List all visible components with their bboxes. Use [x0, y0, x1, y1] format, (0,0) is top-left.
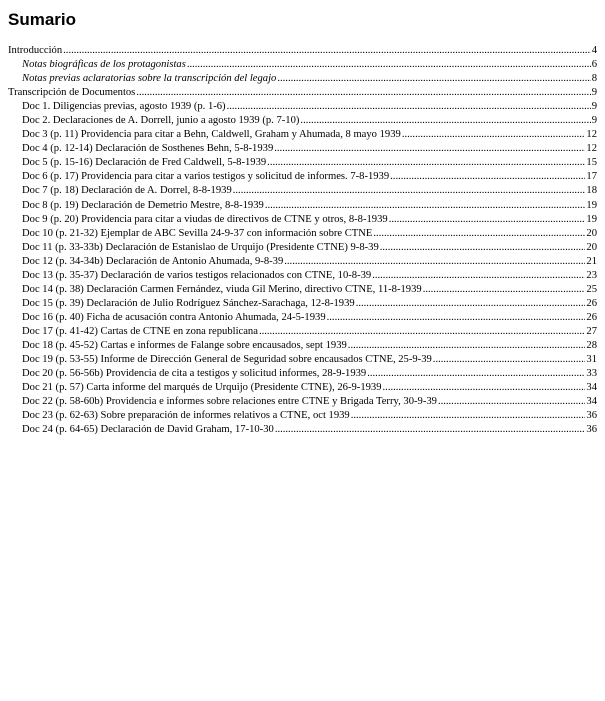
dot-leader: [259, 325, 585, 339]
dot-leader: [136, 86, 590, 100]
toc-entry[interactable]: [8, 353, 597, 367]
toc-entry[interactable]: [8, 213, 597, 227]
toc-page-number: 9: [591, 101, 597, 113]
toc-entry-title: Doc 2. Declaraciones de A. Dorrell, junio a agosto 1939 (p. 7-10): [22, 115, 300, 127]
dot-leader: [277, 72, 590, 86]
dot-leader: [348, 339, 586, 353]
toc-page-number: 26: [586, 297, 597, 309]
toc-entry-title: Doc 9 (p. 20) Providencia para citar a viudas de directivos de CTNE y otros, 8-8-1939: [22, 213, 388, 225]
dot-leader: [187, 58, 591, 72]
toc-entry[interactable]: [8, 241, 597, 255]
toc-entry[interactable]: [8, 423, 597, 437]
dot-leader: [284, 255, 585, 269]
dot-leader: [389, 213, 586, 227]
toc-page-number: 34: [586, 382, 597, 394]
toc-entry-title: Doc 24 (p. 64-65) Declaración de David Graham, 17-10-30: [22, 424, 274, 436]
toc-page-number: 12: [586, 129, 597, 141]
toc-page-number: 36: [586, 410, 597, 422]
toc-page-number: 34: [586, 396, 597, 408]
toc-entry[interactable]: [8, 156, 597, 170]
toc-entry-title: Transcripción de Documentos: [8, 87, 136, 99]
toc-entry-title: Doc 22 (p. 58-60b) Providencia e informes sobre relaciones entre CTNE y Brigada Terry, 30-9-39: [22, 396, 437, 408]
toc-entry-title: Notas previas aclaratorias sobre la transcripción del legajo: [22, 73, 277, 85]
toc-entry-title: Doc 18 (p. 45-52) Cartas e informes de Falange sobre encausados, sept 1939: [22, 339, 347, 351]
toc-entry[interactable]: [8, 142, 597, 156]
toc-entry[interactable]: [8, 283, 597, 297]
toc-entry-title: Doc 6 (p. 17) Providencia para citar a varios testigos y solicitud de informes. 7-8-1939: [22, 171, 390, 183]
toc-entry-title: Doc 1. Diligencias previas, agosto 1939 (p. 1-6): [22, 101, 226, 113]
toc-page-number: 23: [586, 269, 597, 281]
toc-page-number: 15: [586, 157, 597, 169]
dot-leader: [267, 156, 585, 170]
toc-page-number: 36: [586, 424, 597, 436]
toc-entry-title: Doc 5 (p. 15-16) Declaración de Fred Caldwell, 5-8-1939: [22, 157, 267, 169]
toc-entry[interactable]: [8, 199, 597, 213]
page-title: Sumario: [8, 10, 77, 29]
toc-entry[interactable]: [8, 114, 597, 128]
dot-leader: [227, 100, 591, 114]
toc-entry[interactable]: [8, 325, 597, 339]
toc-entry-title: Doc 11 (p. 33-33b) Declaración de Estanislao de Urquijo (Presidente CTNE) 9-8-39: [22, 241, 379, 253]
toc-page-number: 20: [586, 241, 597, 253]
dot-leader: [265, 199, 586, 213]
toc-page-number: 25: [586, 283, 597, 295]
toc-page-number: 18: [586, 185, 597, 197]
dot-leader: [327, 311, 586, 325]
toc-entry[interactable]: [8, 381, 597, 395]
toc-entry-title: Doc 23 (p. 62-63) Sobre preparación de informes relativos a CTNE, oct 1939: [22, 410, 350, 422]
dot-leader: [423, 283, 586, 297]
dot-leader: [380, 241, 586, 255]
toc-entry[interactable]: [8, 367, 597, 381]
toc-page-number: 9: [591, 115, 597, 127]
dot-leader: [373, 227, 585, 241]
toc-entry[interactable]: [8, 128, 597, 142]
toc-page-number: 8: [591, 73, 597, 85]
toc-page-number: 20: [586, 227, 597, 239]
dot-leader: [402, 128, 586, 142]
dot-leader: [383, 381, 586, 395]
toc-entry-title: Doc 3 (p. 11) Providencia para citar a Behn, Caldwell, Graham y Ahumada, 8 mayo 1939: [22, 129, 401, 141]
toc-page-number: 27: [586, 325, 597, 337]
toc-page-number: 33: [586, 368, 597, 380]
toc-page-number: 6: [591, 59, 597, 71]
toc-entry-title: Notas biográficas de los protagonistas: [22, 59, 186, 71]
toc-entry-title: Doc 4 (p. 12-14) Declaración de Sosthenes Behn, 5-8-1939: [22, 143, 274, 155]
toc-entry-title: Doc 20 (p. 56-56b) Providencia de cita a testigos y solicitud informes, 28-9-1939: [22, 368, 367, 380]
dot-leader: [438, 395, 585, 409]
toc-page-number: 28: [586, 339, 597, 351]
toc-entry-title: Doc 10 (p. 21-32) Ejemplar de ABC Sevilla 24-9-37 con información sobre CTNE: [22, 227, 373, 239]
dot-leader: [300, 114, 590, 128]
toc-entry[interactable]: [8, 409, 597, 423]
toc-page-number: 19: [586, 213, 597, 225]
toc-entry[interactable]: [8, 86, 597, 100]
toc-entry-title: Doc 13 (p. 35-37) Declaración de varios testigos relacionados con CTNE, 10-8-39: [22, 269, 372, 281]
dot-leader: [367, 367, 585, 381]
toc-entry[interactable]: [8, 58, 597, 72]
dot-leader: [351, 409, 586, 423]
toc-entry-title: Doc 8 (p. 19) Declaración de Demetrio Mestre, 8-8-1939: [22, 199, 264, 211]
toc-entry[interactable]: [8, 311, 597, 325]
toc-entry-title: Doc 16 (p. 40) Ficha de acusación contra Antonio Ahumada, 24-5-1939: [22, 311, 326, 323]
toc-entry[interactable]: [8, 227, 597, 241]
toc-page-number: 31: [586, 354, 597, 366]
dot-leader: [433, 353, 586, 367]
toc-entry-title: Doc 17 (p. 41-42) Cartas de CTNE en zona republicana: [22, 325, 258, 337]
toc-entry-title: Doc 19 (p. 53-55) Informe de Dirección General de Seguridad sobre encausados CTNE, 25-9-39: [22, 354, 432, 366]
toc-page-number: 4: [591, 45, 597, 56]
dot-leader: [390, 170, 585, 184]
dot-leader: [275, 423, 586, 437]
toc-entry[interactable]: [8, 72, 597, 86]
toc-entry[interactable]: [8, 100, 597, 114]
dot-leader: [372, 269, 585, 283]
toc-entry-title: Doc 21 (p. 57) Carta informe del marqués de Urquijo (Presidente CTNE), 26-9-1939: [22, 382, 382, 394]
toc-entry[interactable]: [8, 44, 597, 58]
toc-entry-title: Doc 7 (p. 18) Declaración de A. Dorrel, 8-8-1939: [22, 185, 232, 197]
toc-page-number: 9: [591, 87, 597, 99]
toc-entry-title: Doc 12 (p. 34-34b) Declaración de Antonio Ahumada, 9-8-39: [22, 255, 284, 267]
toc-entry[interactable]: [8, 184, 597, 198]
toc-entry[interactable]: [8, 269, 597, 283]
dot-leader: [274, 142, 585, 156]
toc-entry-title: Doc 15 (p. 39) Declaración de Julio Rodríguez Sánchez-Sarachaga, 12-8-1939: [22, 297, 355, 309]
dot-leader: [233, 184, 586, 198]
toc-entry[interactable]: [8, 395, 597, 409]
toc-page-number: 26: [586, 311, 597, 323]
toc-page-number: 17: [586, 171, 597, 183]
toc-page-number: 21: [586, 255, 597, 267]
toc-entry[interactable]: [8, 170, 597, 184]
dot-leader: [63, 44, 591, 58]
toc-entry[interactable]: [8, 339, 597, 353]
table-of-contents: [8, 44, 597, 437]
toc-entry[interactable]: [8, 297, 597, 311]
toc-entry-title: Introducción: [8, 45, 63, 56]
toc-page-number: 19: [586, 199, 597, 211]
toc-entry[interactable]: [8, 255, 597, 269]
dot-leader: [356, 297, 586, 311]
toc-entry-title: Doc 14 (p. 38) Declaración Carmen Fernández, viuda Gil Merino, directivo CTNE, 11-8-1939: [22, 283, 422, 295]
toc-page-number: 12: [586, 143, 597, 155]
